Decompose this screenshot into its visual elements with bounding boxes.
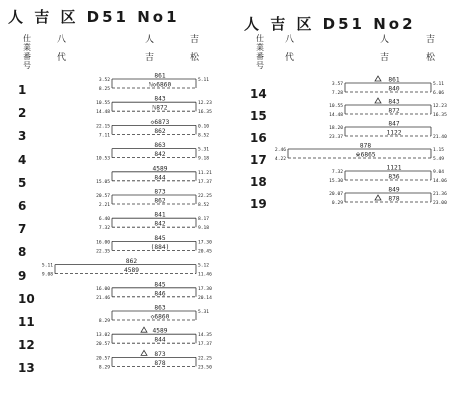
departure-time: 0.29 <box>331 201 343 206</box>
train-number: 843 <box>388 98 400 106</box>
table2-station-from2: 代 <box>285 53 295 63</box>
arrival-time: 22.25 <box>198 356 212 362</box>
row-number: 17 <box>250 153 267 167</box>
table1-col-label: 仕 業 番 号 <box>23 34 31 70</box>
arrival-time: 11.21 <box>198 170 212 176</box>
departure-time: 23.37 <box>329 135 343 140</box>
table2-station-mid2: 吉 <box>380 53 390 63</box>
train-number: 844 <box>154 174 166 182</box>
departure-time: 2.46 <box>274 148 286 153</box>
arrival-time: 6.06 <box>433 91 445 96</box>
arrival-time: 16.35 <box>198 110 212 116</box>
table1-station-from2: 代 <box>57 53 67 63</box>
departure-time: 8.29 <box>98 365 110 371</box>
train-number: 842 <box>154 151 166 159</box>
arrival-time: 9.18 <box>198 226 210 232</box>
train-number: 4589 <box>124 267 139 275</box>
row-number: 6 <box>18 199 27 213</box>
arrival-time: 5.12 <box>198 263 210 269</box>
departure-time: 2.21 <box>98 203 110 208</box>
departure-time: 18.20 <box>329 126 343 131</box>
departure-time: 7.32 <box>98 226 110 232</box>
train-number: 861 <box>388 76 400 84</box>
train-number: ◇6860 <box>150 313 170 321</box>
table2-title: 人 吉 区 D51 No2 <box>244 15 416 33</box>
train-number: 846 <box>154 290 166 298</box>
train-number: (884) <box>150 243 170 251</box>
arrival-time: 17.37 <box>198 342 212 348</box>
arrival-time: 17.37 <box>198 179 212 185</box>
arrival-time: 23.50 <box>198 365 212 371</box>
table1-station-to2: 松 <box>190 53 200 63</box>
departure-time: 20.57 <box>96 194 110 199</box>
table2-station-mid: 人 <box>380 35 390 45</box>
train-number: 878 <box>388 195 400 203</box>
arrival-time: 9.04 <box>433 170 445 175</box>
train-number: 845 <box>154 234 166 242</box>
departure-time: 16.00 <box>96 286 110 292</box>
train-number: 843 <box>154 95 166 103</box>
train-number: 4589 <box>152 327 168 335</box>
departure-time: 20.07 <box>329 192 343 197</box>
departure-time: 15.30 <box>329 179 343 184</box>
row-number: 1 <box>18 83 27 97</box>
departure-time: 10.55 <box>329 104 343 109</box>
train-number: 862 <box>154 197 166 205</box>
departure-time: 4.22 <box>274 157 286 162</box>
row-number: 13 <box>18 361 35 376</box>
arrival-time: 5.11 <box>198 78 210 83</box>
row-number: 3 <box>18 129 27 144</box>
row-number: 10 <box>18 291 35 306</box>
arrival-time: 20.14 <box>198 295 212 301</box>
train-number: 849 <box>388 186 400 194</box>
train-number: 4589 <box>152 165 168 173</box>
triangle-marker-icon <box>375 195 381 200</box>
train-number: ◇6873 <box>150 118 170 126</box>
train-number: 863 <box>154 304 166 312</box>
departure-time: 8.29 <box>98 319 110 324</box>
train-number: 842 <box>154 220 166 228</box>
departure-time: 22.15 <box>96 124 110 130</box>
triangle-marker-icon <box>375 76 381 81</box>
departure-time: 16.00 <box>96 240 110 246</box>
departure-time: 21.46 <box>96 295 110 301</box>
row-number: 2 <box>18 106 27 121</box>
train-number: 845 <box>154 281 166 289</box>
arrival-time: 17.30 <box>198 286 212 292</box>
train-number: 878 <box>359 142 372 150</box>
departure-time: 3.57 <box>331 82 343 87</box>
departure-time: 20.57 <box>96 342 110 348</box>
train-number: 872 <box>388 107 400 115</box>
departure-time: 14.48 <box>329 113 343 118</box>
arrival-time: 8.52 <box>198 133 210 139</box>
departure-time: 13.02 <box>96 333 110 339</box>
arrival-time: 21.40 <box>433 135 447 140</box>
train-number: 862 <box>154 127 166 135</box>
row-number: 11 <box>18 315 35 329</box>
triangle-marker-icon <box>375 98 381 103</box>
train-number: 863 <box>154 142 166 150</box>
train-number: 847 <box>388 120 400 128</box>
train-number: 878 <box>154 359 166 367</box>
arrival-time: 11.46 <box>198 272 212 278</box>
arrival-time: 21.36 <box>433 192 447 197</box>
arrival-time: 0.10 <box>198 124 210 130</box>
departure-time: 10.53 <box>96 156 110 162</box>
arrival-time: 5.31 <box>198 147 210 153</box>
arrival-time: 14.06 <box>433 179 447 184</box>
row-number: 7 <box>18 222 27 237</box>
row-number: 18 <box>250 175 267 189</box>
train-number: 873 <box>154 350 166 358</box>
train-number: 836 <box>388 173 400 181</box>
train-number: 873 <box>154 188 166 196</box>
arrival-time: 12.23 <box>198 101 212 107</box>
departure-time: 7.11 <box>98 133 110 139</box>
table2-station-to: 吉 <box>426 35 436 45</box>
departure-time: 5.11 <box>41 263 53 269</box>
arrival-time: 1.15 <box>433 148 445 153</box>
departure-time: 9.08 <box>41 272 53 278</box>
arrival-time: 16.35 <box>433 113 447 118</box>
table2-station-from: 八 <box>285 35 295 45</box>
train-number: 841 <box>154 211 166 219</box>
table1-station-from: 八 <box>57 35 67 45</box>
departure-time: 3.52 <box>98 78 110 83</box>
table2-col-label: 仕 業 番 号 <box>256 34 264 70</box>
arrival-time: 17.30 <box>198 240 212 246</box>
arrival-time: 22.25 <box>198 194 212 199</box>
train-number: 840 <box>388 85 400 93</box>
row-number: 12 <box>18 338 35 353</box>
departure-time: 15.05 <box>96 179 110 185</box>
arrival-time: 20.45 <box>198 249 212 255</box>
train-number: ※6865 <box>355 151 376 159</box>
row-number: 16 <box>250 131 267 145</box>
train-number: 1121 <box>386 164 402 172</box>
arrival-time: 5.49 <box>433 157 445 162</box>
row-number: 15 <box>250 109 267 123</box>
train-number: 1122 <box>386 129 402 137</box>
arrival-time: 5.11 <box>433 82 445 87</box>
departure-time: 22.35 <box>96 249 110 255</box>
row-number: 8 <box>18 245 27 260</box>
row-number: 5 <box>18 175 27 190</box>
row-number: 14 <box>250 87 267 101</box>
table1-station-mid: 人 <box>145 35 155 45</box>
table2-station-to2: 松 <box>426 53 436 63</box>
train-number: 862 <box>125 258 138 266</box>
train-number: ℕ872 <box>152 104 168 112</box>
arrival-time: 8.17 <box>198 217 210 223</box>
train-number: 861 <box>154 72 166 80</box>
arrival-time: 12.23 <box>433 104 447 109</box>
departure-time: 8.25 <box>98 87 110 92</box>
arrival-time: 14.35 <box>198 333 212 339</box>
row-number: 9 <box>18 268 27 283</box>
departure-time: 7.28 <box>331 91 343 96</box>
table1-title: 人 吉 区 D51 No1 <box>8 8 180 26</box>
train-number: ℕ◇6860 <box>148 81 172 89</box>
arrival-time: 8.52 <box>198 203 210 208</box>
departure-time: 14.48 <box>96 110 110 116</box>
departure-time: 10.55 <box>96 101 110 107</box>
arrival-time: 9.18 <box>198 156 210 162</box>
triangle-marker-icon <box>141 350 147 355</box>
departure-time: 6.40 <box>98 217 110 223</box>
table1-station-to: 吉 <box>190 35 200 45</box>
departure-time: 7.32 <box>331 170 343 175</box>
arrival-time: 23.00 <box>433 201 447 206</box>
row-number: 19 <box>250 197 267 211</box>
arrival-time: 5.31 <box>198 310 210 315</box>
triangle-marker-icon <box>141 327 147 332</box>
table1-station-mid2: 吉 <box>145 53 155 63</box>
departure-time: 20.57 <box>96 356 110 362</box>
row-number: 4 <box>18 152 27 167</box>
train-number: 844 <box>154 336 166 344</box>
